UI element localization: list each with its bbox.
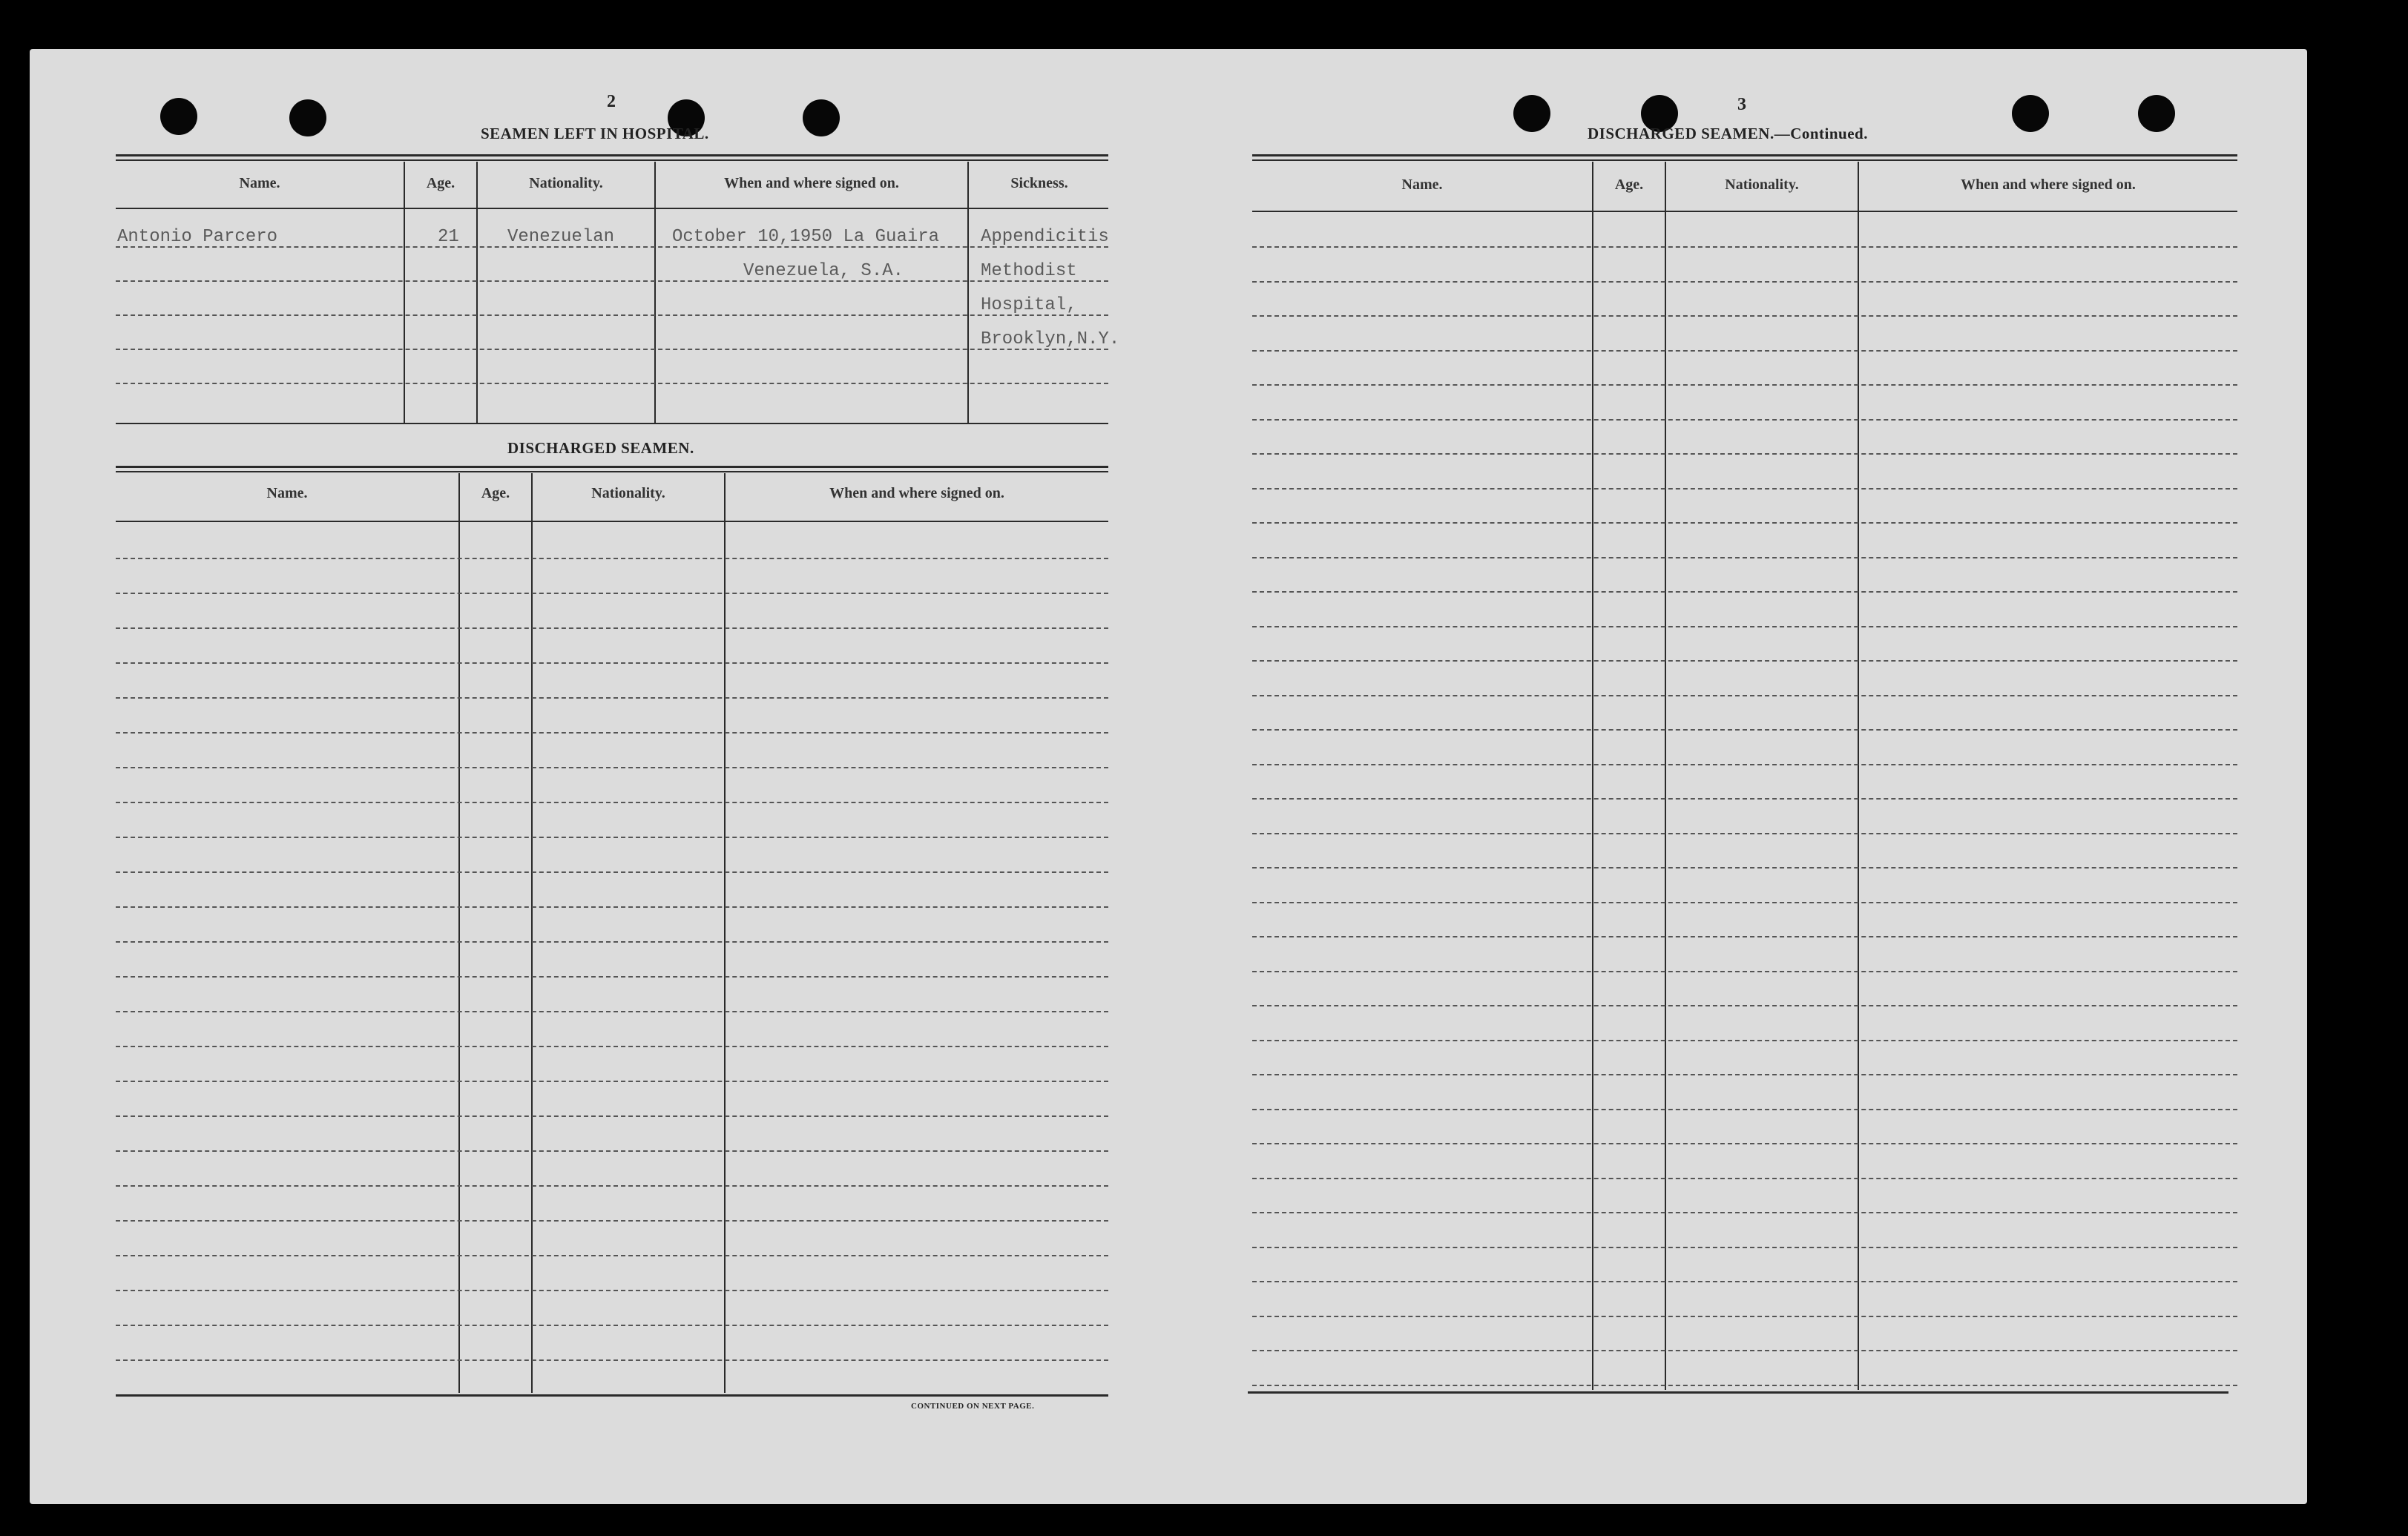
entry-line [116, 349, 1108, 350]
punch-hole [2012, 95, 2049, 132]
divider [116, 471, 1108, 472]
divider [1252, 211, 2237, 212]
left-page-number: 2 [607, 92, 616, 111]
entry-line [116, 941, 1108, 943]
entry-line [116, 593, 1108, 594]
punch-hole [803, 99, 840, 136]
punch-hole [1513, 95, 1550, 132]
entry-line [116, 767, 1108, 768]
entry-line [1252, 281, 2237, 283]
seaman-age: 21 [438, 227, 459, 247]
seaman-nationality: Venezuelan [507, 227, 615, 247]
entry-line [116, 1325, 1108, 1326]
right-section-title: DISCHARGED SEAMEN.—Continued. [1588, 125, 1868, 142]
entry-line [116, 1290, 1108, 1291]
hospital-header-nationality: Nationality. [529, 175, 603, 191]
hospital-header-age: Age. [426, 175, 455, 191]
entry-line [1252, 936, 2237, 937]
divider [1248, 1391, 2228, 1394]
signed-on-line-2: Venezuela, S.A. [743, 261, 904, 281]
entry-line [116, 383, 1108, 384]
entry-line [1252, 660, 2237, 662]
entry-line [1252, 1040, 2237, 1041]
entry-line [116, 558, 1108, 559]
entry-line [116, 314, 1108, 316]
divider [116, 208, 1108, 209]
entry-line [116, 1081, 1108, 1082]
entry-line [1252, 1212, 2237, 1213]
entry-line [116, 837, 1108, 838]
divider [116, 159, 1108, 161]
right-header-name: Name. [1401, 177, 1443, 193]
entry-line [1252, 1005, 2237, 1006]
hospital-header-signed-on: When and where signed on. [724, 175, 899, 191]
entry-line [1252, 384, 2237, 386]
entry-line [1252, 522, 2237, 524]
entry-line [116, 1220, 1108, 1222]
sickness-line-1: Appendicitis [981, 227, 1109, 247]
entry-line [1252, 764, 2237, 765]
hospital-header-name: Name. [239, 175, 280, 191]
punch-hole [160, 98, 197, 135]
entry-line [116, 1046, 1108, 1047]
entry-line [1252, 488, 2237, 490]
divider [116, 423, 1108, 424]
entry-line [1252, 1316, 2237, 1317]
entry-line [1252, 315, 2237, 317]
entry-line [1252, 902, 2237, 903]
entry-line [1252, 626, 2237, 627]
column-divider [476, 162, 478, 424]
entry-line [1252, 729, 2237, 731]
right-header-nationality: Nationality. [1725, 177, 1799, 193]
column-divider [404, 162, 405, 424]
entry-line [116, 697, 1108, 699]
entry-line [1252, 1074, 2237, 1075]
entry-line [116, 280, 1108, 282]
entry-line [1252, 971, 2237, 972]
entry-line [1252, 695, 2237, 696]
sickness-line-4: Brooklyn,N.Y. [981, 329, 1120, 349]
entry-line [1252, 350, 2237, 352]
entry-line [1252, 419, 2237, 421]
entry-line [1252, 591, 2237, 593]
entry-line [116, 1150, 1108, 1152]
signed-on-line-1: October 10,1950 La Guaira [672, 227, 940, 247]
discharged-header-nationality: Nationality. [591, 485, 665, 501]
entry-line [116, 1115, 1108, 1117]
discharged-header-age: Age. [481, 485, 510, 501]
discharged-header-signed-on: When and where signed on. [829, 485, 1004, 501]
entry-line [116, 802, 1108, 803]
entry-line [116, 871, 1108, 873]
right-header-signed-on: When and where signed on. [1961, 177, 2136, 193]
divider [1252, 159, 2237, 161]
entry-line [116, 732, 1108, 734]
entry-line [1252, 557, 2237, 558]
punch-hole [2138, 95, 2175, 132]
entry-line [116, 906, 1108, 908]
entry-line [1252, 1143, 2237, 1144]
column-divider [1858, 162, 1859, 1390]
entry-line [1252, 1350, 2237, 1351]
entry-line [116, 976, 1108, 978]
column-divider [654, 162, 656, 424]
discharged-section-title: DISCHARGED SEAMEN. [507, 439, 694, 457]
entry-line [1252, 798, 2237, 800]
entry-line [1252, 1178, 2237, 1179]
hospital-header-sickness: Sickness. [1010, 175, 1068, 191]
column-divider [1665, 162, 1666, 1390]
entry-line [1252, 246, 2237, 248]
manifest-sheet [30, 49, 2307, 1504]
entry-line [1252, 1109, 2237, 1110]
entry-line [116, 627, 1108, 629]
discharged-header-name: Name. [266, 485, 308, 501]
divider [116, 466, 1108, 468]
entry-line [116, 1255, 1108, 1256]
column-divider [1592, 162, 1593, 1390]
hospital-section-title: SEAMEN LEFT IN HOSPITAL. [481, 125, 709, 142]
entry-line [116, 1185, 1108, 1187]
entry-line [1252, 1281, 2237, 1282]
entry-line [1252, 833, 2237, 834]
sickness-line-2: Methodist [981, 261, 1077, 281]
entry-line [1252, 1247, 2237, 1248]
sickness-line-3: Hospital, [981, 295, 1077, 315]
continued-footnote: CONTINUED ON NEXT PAGE. [911, 1402, 1035, 1411]
divider [116, 1394, 1108, 1397]
entry-line [116, 1359, 1108, 1361]
entry-line [116, 1011, 1108, 1012]
entry-line [1252, 867, 2237, 868]
right-header-age: Age. [1614, 177, 1644, 193]
column-divider [967, 162, 969, 424]
seaman-name: Antonio Parcero [117, 227, 278, 247]
punch-hole [289, 99, 326, 136]
entry-line [1252, 453, 2237, 455]
divider [116, 154, 1108, 156]
right-page-number: 3 [1737, 95, 1746, 114]
divider [116, 521, 1108, 522]
divider [1252, 154, 2237, 156]
entry-line [116, 662, 1108, 664]
entry-line [1252, 1385, 2237, 1386]
